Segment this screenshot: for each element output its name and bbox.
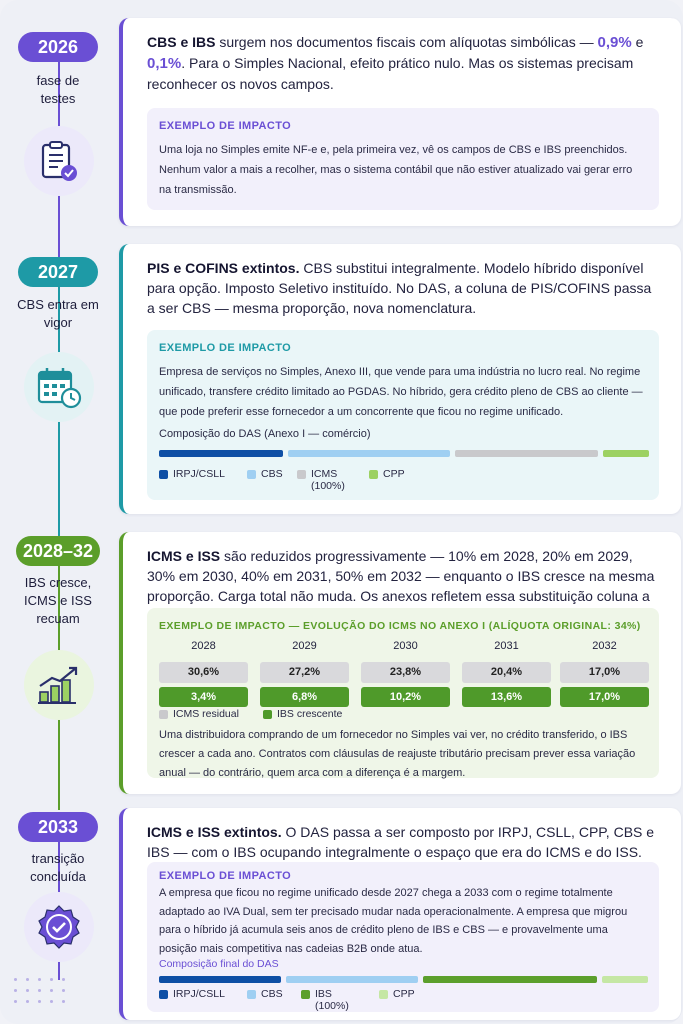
legend-item: IRPJ/CSLL bbox=[159, 988, 247, 1012]
year-label-2027: CBS entra em vigor bbox=[17, 297, 99, 330]
badge-2026 bbox=[24, 126, 94, 196]
ibs-value: 6,8% bbox=[260, 687, 349, 707]
year-pill-2028-32: 2028–32 bbox=[16, 536, 100, 566]
bar-segment-cpp bbox=[602, 976, 648, 983]
year-pill-2026: 2026 bbox=[18, 32, 98, 62]
impact-title: EXEMPLO DE IMPACTO bbox=[159, 870, 292, 882]
year-label-2028-32: IBS cresce, ICMS e ISS recuam bbox=[24, 575, 92, 626]
legend-item: IBS (100%) bbox=[301, 988, 379, 1012]
ibs-value: 13,6% bbox=[462, 687, 551, 707]
evolution-year: 2028 bbox=[191, 640, 216, 652]
year-pill-2033: 2033 bbox=[18, 812, 98, 842]
impact-box-2033 bbox=[147, 862, 659, 1012]
impact-text: Uma loja no Simples emite NF-e e, pela primeira vez, vê os campos de CBS e IBS preenchidos. Nenhum valor a mais a recolher, mas o sistema contábil que não estiver atualizado vai gerar erro na transmissão. bbox=[159, 144, 633, 196]
badge-2027 bbox=[24, 352, 94, 422]
evolution-col-2029 bbox=[260, 640, 349, 707]
evolution-legend bbox=[159, 708, 342, 720]
icms-value: 30,6% bbox=[159, 662, 248, 683]
clipboard-check-icon bbox=[39, 139, 79, 183]
bar-segment-irpj-csll bbox=[159, 450, 283, 457]
year-label-2026: fase de testes bbox=[36, 73, 80, 106]
evolution-year: 2030 bbox=[393, 640, 418, 652]
card-2027-headline: PIS e COFINS extintos. CBS substitui integralmente. Modelo híbrido disponível para opção. Imposto Seletivo instituído. No DAS, a coluna de PIS/COFINS passa a ser CBS — mesma proporção, nova nomenclatura. bbox=[147, 260, 652, 316]
card-2026-headline: CBS e IBS surgem nos documentos fiscais com alíquotas simbólicas — 0,9% e 0,1%. Para o Simples Nacional, efeito prático nulo. Mas os sistemas precisam reconhecer os novos campos. bbox=[147, 34, 644, 92]
das-composition-bar bbox=[159, 450, 649, 457]
bar-segment-icms bbox=[455, 450, 599, 457]
impact-title: EXEMPLO DE IMPACTO bbox=[159, 342, 292, 354]
year-pill-2027: 2027 bbox=[18, 257, 98, 287]
legend-item: CBS bbox=[247, 468, 297, 492]
card-2033 bbox=[119, 808, 681, 1020]
growth-chart-icon bbox=[36, 664, 82, 706]
legend-item: ICMS residual bbox=[159, 708, 263, 720]
verified-badge-icon bbox=[36, 904, 82, 950]
legend-item: IRPJ/CSLL bbox=[159, 468, 247, 492]
impact-box-2028-32 bbox=[147, 608, 659, 778]
impact-title: EXEMPLO DE IMPACTO bbox=[159, 120, 292, 132]
calendar-clock-icon bbox=[36, 365, 82, 409]
evolution-year: 2031 bbox=[494, 640, 519, 652]
evolution-col-2030 bbox=[361, 640, 450, 707]
legend-item: IBS crescente bbox=[263, 708, 342, 720]
impact-box-2026 bbox=[147, 108, 659, 210]
bar-segment-cbs bbox=[286, 976, 418, 983]
impact-title: EXEMPLO DE IMPACTO — EVOLUÇÃO DO ICMS NO ANEXO I (ALÍQUOTA ORIGINAL: 34%) bbox=[159, 620, 641, 632]
decorative-dots-bottom bbox=[14, 978, 66, 1003]
legend-item: ICMS (100%) bbox=[297, 468, 369, 492]
das-final-caption: Composição final do DAS bbox=[159, 958, 279, 970]
card-2027 bbox=[119, 244, 681, 514]
card-2028-32-headline: ICMS e ISS são reduzidos progressivamente — 10% em 2028, 20% em 2029, 30% em 2030, 40% em 2031, 50% em 2032 — enquanto o IBS cresce na mesma proporção. Carga total não muda. Os anexos refletem essa substituição coluna a bbox=[147, 548, 655, 604]
impact-text: Empresa de serviços no Simples, Anexo III, que vende para uma indústria no lucro real. No regime unificado, transfere crédito limitado ao PGDAS. No híbrido, gera crédito pleno de CBS ao cliente — que pode preferir esse fornecedor a um concorrente que ficou no regime unificado. bbox=[159, 366, 643, 418]
bar-segment-cpp bbox=[603, 450, 649, 457]
card-2026 bbox=[119, 18, 681, 226]
evolution-year: 2029 bbox=[292, 640, 317, 652]
legend-item: CBS bbox=[247, 988, 301, 1012]
das-chart-legend bbox=[159, 468, 559, 492]
icms-value: 27,2% bbox=[260, 662, 349, 683]
impact-text: Uma distribuidora comprando de um fornecedor no Simples vai ver, no crédito transferido, o IBS crescer a cada ano. Contratos com cláusulas de reajuste tributário precisam prever essa variação anual — do contrário, quem arca com a diferença é a margem. bbox=[159, 729, 636, 779]
impact-box-2027 bbox=[147, 330, 659, 500]
icms-value: 20,4% bbox=[462, 662, 551, 683]
bar-segment-ibs bbox=[423, 976, 597, 983]
ibs-value: 17,0% bbox=[560, 687, 649, 707]
das-chart-caption: Composição do DAS (Anexo I — comércio) bbox=[159, 428, 371, 440]
legend-item: CPP bbox=[379, 988, 429, 1012]
evolution-col-2031 bbox=[462, 640, 551, 707]
card-2033-headline: ICMS e ISS extintos. O DAS passa a ser composto por IRPJ, CSLL, CPP, CBS e IBS — com o IBS ocupando integralmente o espaço que era do ICMS e do ISS. bbox=[147, 824, 655, 860]
card-2028-32 bbox=[119, 532, 681, 794]
evolution-year: 2032 bbox=[592, 640, 617, 652]
icms-value: 23,8% bbox=[361, 662, 450, 683]
das-final-bar bbox=[159, 976, 649, 983]
icms-value: 17,0% bbox=[560, 662, 649, 683]
impact-text: A empresa que ficou no regime unificado desde 2027 chega a 2033 com o regime totalmente adaptado ao IVA Dual, sem ter precisado mudar nada operacionalmente. A empresa que migrou para o híbrido já acumula seis anos de crédito pleno de IBS e CBS — e provavelmente uma posição mais competitiva nas cadeias B2B onde atua. bbox=[159, 887, 628, 955]
evolution-col-2028 bbox=[159, 640, 248, 707]
bar-segment-irpj-csll bbox=[159, 976, 281, 983]
evolution-col-2032 bbox=[560, 640, 649, 707]
ibs-value: 10,2% bbox=[361, 687, 450, 707]
year-label-2033: transição concluída bbox=[30, 851, 86, 884]
bar-segment-cbs bbox=[288, 450, 450, 457]
badge-2028-32 bbox=[24, 650, 94, 720]
legend-item: CPP bbox=[369, 468, 419, 492]
badge-2033 bbox=[24, 892, 94, 962]
ibs-value: 3,4% bbox=[159, 687, 248, 707]
das-final-legend bbox=[159, 988, 559, 1012]
